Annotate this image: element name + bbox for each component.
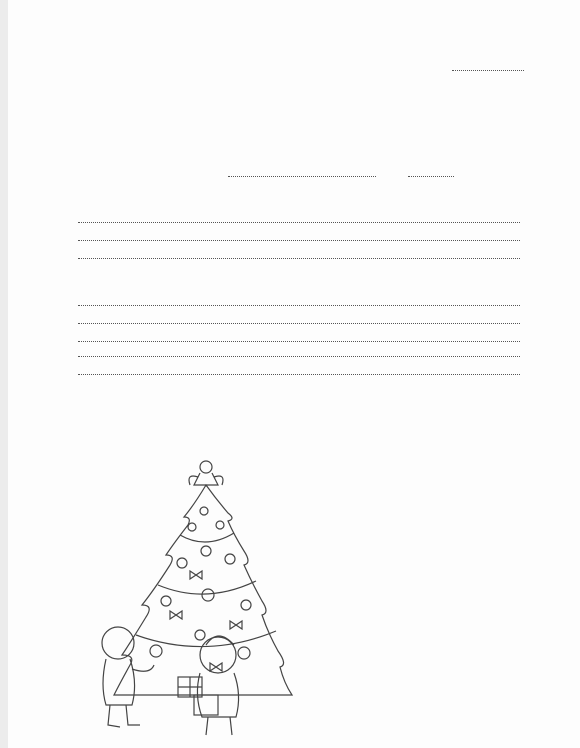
wishes-dotline-3 — [78, 341, 520, 342]
left-tree-border — [14, 0, 40, 748]
wishes-dotline-1 — [78, 305, 520, 306]
date-line — [452, 70, 524, 71]
christmas-tree-illustration — [96, 455, 296, 740]
wishes-dotline-2 — [78, 323, 520, 324]
about-dotline-2 — [78, 240, 520, 241]
name-dotline — [228, 176, 376, 177]
top-tree-border — [8, 2, 580, 28]
right-tree-border — [546, 0, 572, 748]
wishes-dotline-4 — [78, 356, 520, 357]
about-dotline-3 — [78, 258, 520, 259]
age-dotline — [408, 176, 454, 177]
wishes-dotline-5 — [78, 374, 520, 375]
about-dotline-1 — [78, 222, 520, 223]
